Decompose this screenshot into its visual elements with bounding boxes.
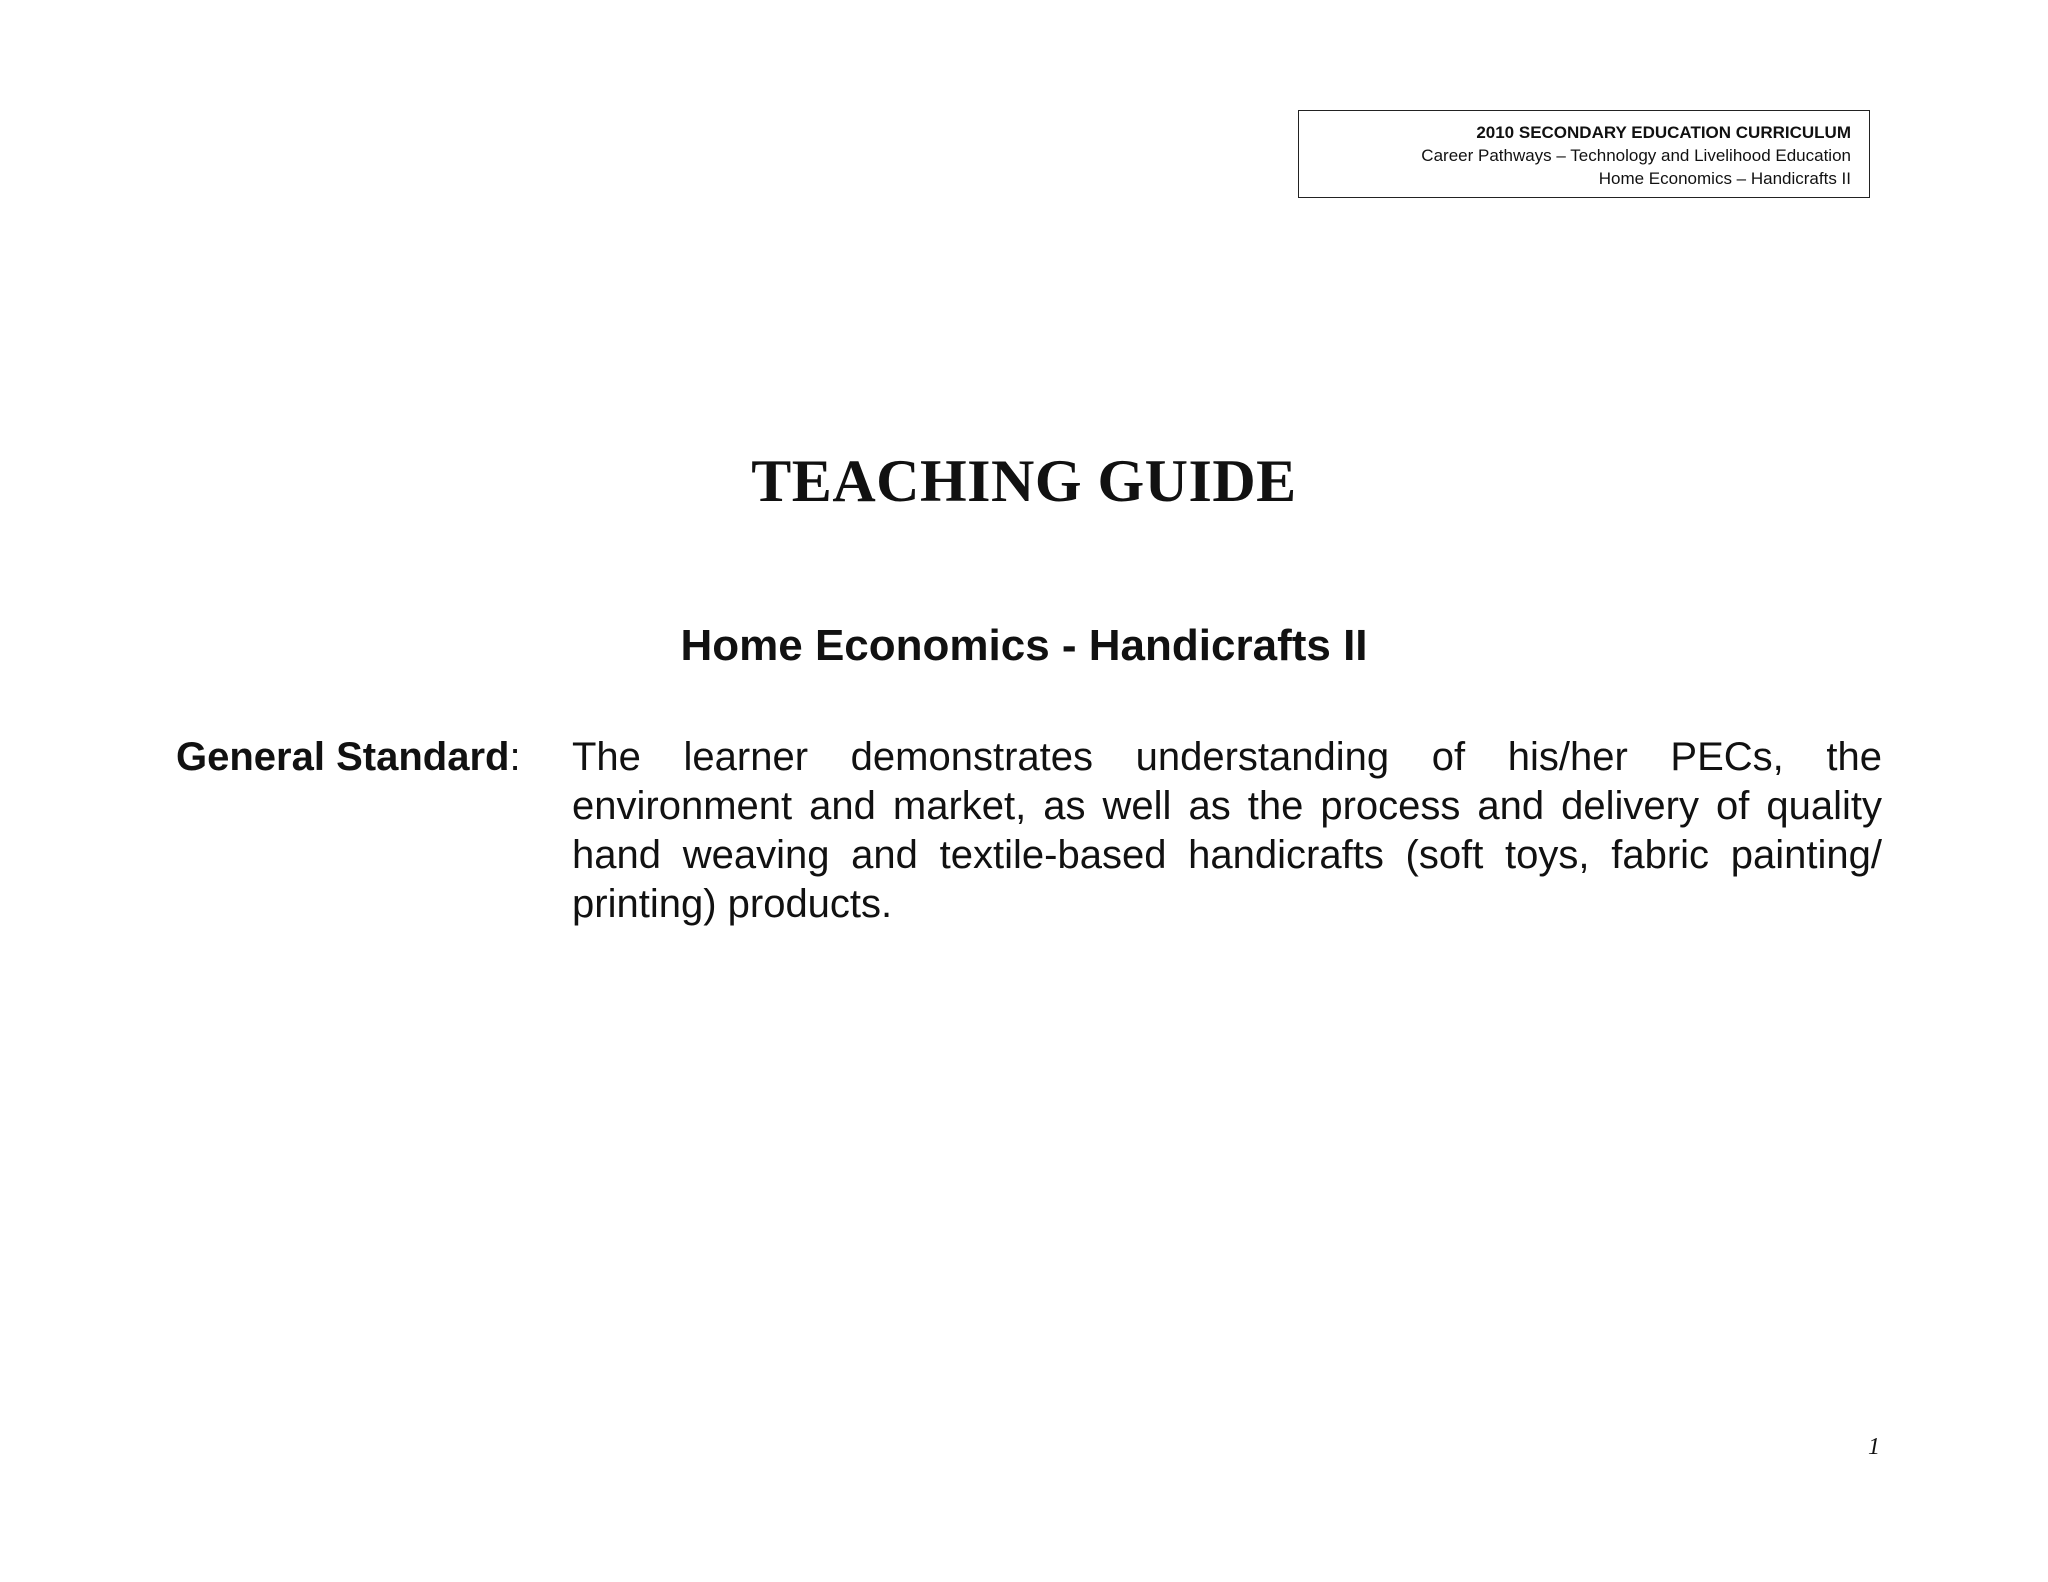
page-number: 1 (1868, 1434, 1880, 1460)
general-standard-label (176, 733, 521, 782)
page-title: TEACHING GUIDE (751, 448, 1297, 514)
curriculum-header-pathway: Career Pathways – Technology and Livelihood Education (1421, 146, 1851, 165)
curriculum-header-subject: Home Economics – Handicrafts II (1598, 169, 1851, 188)
curriculum-header-box (1298, 110, 1870, 198)
curriculum-header-title: 2010 SECONDARY EDUCATION CURRICULUM (1476, 123, 1851, 142)
general-standard-label-text: General Standard (176, 735, 510, 779)
subject-title: Home Economics - Handicrafts II (680, 621, 1368, 670)
general-standard-separator: : (509, 735, 521, 779)
general-standard-text: The learner demonstrates understanding of his/her PECs, the environment and market, as well as the process and delivery of quality hand weaving and textile-based handicrafts (soft toys, fabric painting/ printing) products. (572, 735, 1882, 926)
